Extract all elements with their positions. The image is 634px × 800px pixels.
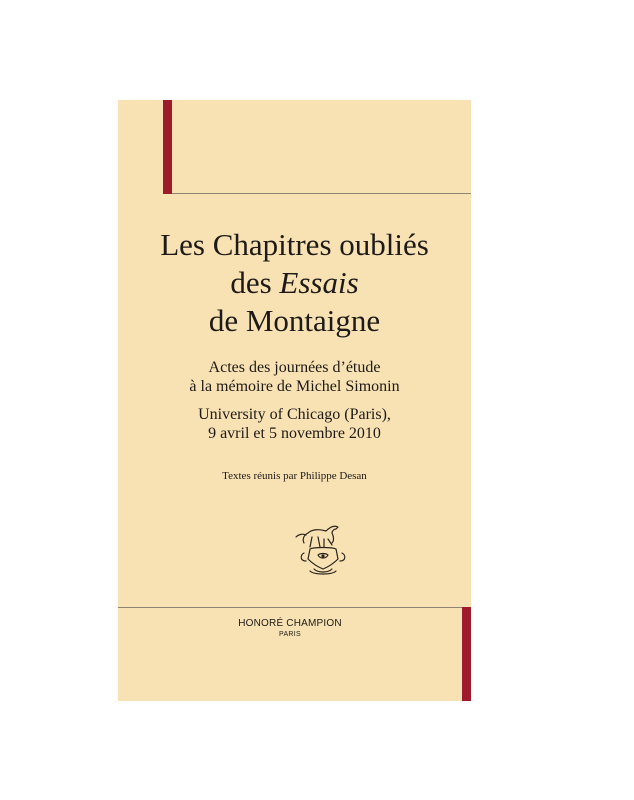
publisher-city: PARIS — [279, 631, 301, 638]
book-title — [118, 226, 471, 340]
horse-publisher-emblem-icon — [290, 515, 356, 581]
accent-bar-bottom — [462, 607, 471, 701]
title-line-2 — [118, 264, 471, 302]
title-line-1: Les Chapitres oubliés — [160, 227, 429, 262]
subtitle-line-1: Actes des journées d’étude — [208, 359, 381, 376]
divider-bottom — [118, 607, 462, 608]
book-cover — [118, 100, 471, 701]
accent-bar-top — [163, 100, 172, 194]
editor-credit: Textes réunis par Philippe Desan — [222, 470, 367, 482]
divider-top — [172, 193, 471, 194]
publisher-name: HONORÉ CHAMPION — [238, 618, 342, 629]
title-line-2-prefix: des — [230, 265, 280, 300]
book-subtitle — [118, 358, 471, 396]
subtitle-line-2: à la mémoire de Michel Simonin — [189, 378, 400, 395]
venue-line-2: 9 avril et 5 novembre 2010 — [208, 425, 381, 442]
title-line-3: de Montaigne — [208, 303, 381, 338]
venue-line-1: University of Chicago (Paris), — [198, 406, 391, 423]
title-italic-word: Essais — [279, 265, 359, 300]
conference-venue — [118, 405, 471, 443]
